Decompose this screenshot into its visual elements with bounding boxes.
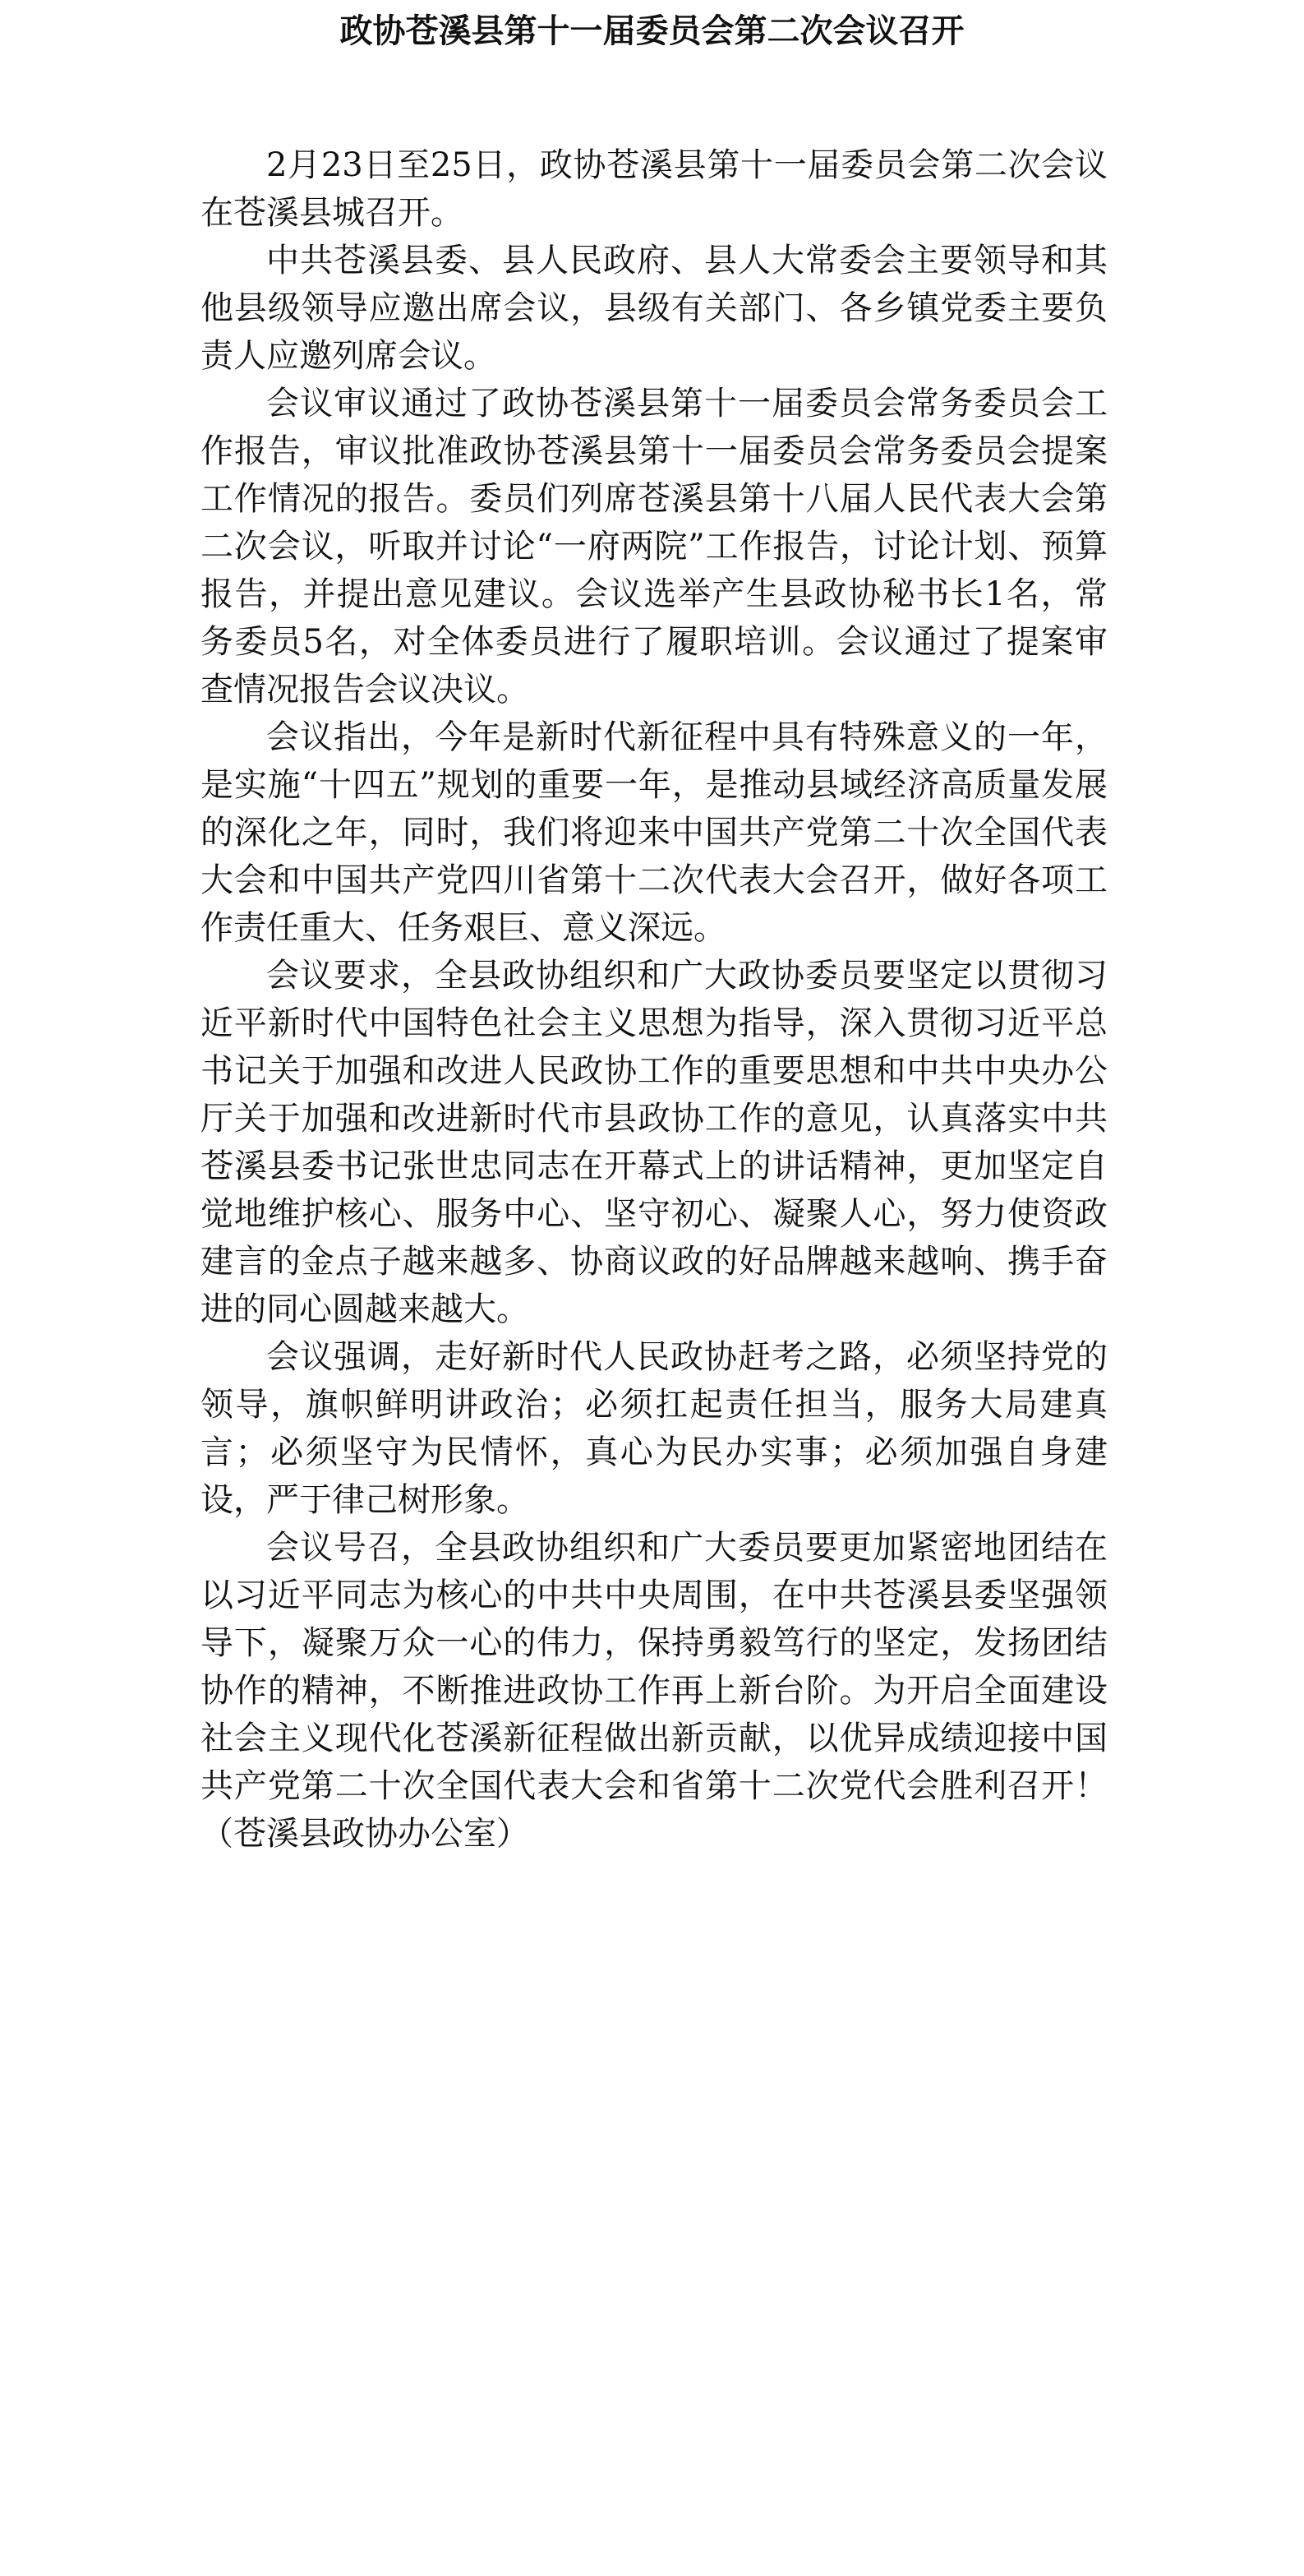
article-body — [200, 141, 1108, 1858]
paragraph: 会议强调，走好新时代人民政协赶考之路，必须坚持党的领导，旗帜鲜明讲政治；必须扛起责任担当，服务大局建真言；必须坚守为民情怀，真心为民办实事；必须加强自身建设，严于律己树形象。 — [200, 1338, 1108, 1519]
paragraph: 2月23日至25日，政协苍溪县第十一届委员会第二次会议在苍溪县城召开。 — [200, 146, 1108, 232]
document-title: 政协苍溪县第十一届委员会第二次会议召开 — [339, 12, 965, 50]
paragraph: 中共苍溪县委、县人民政府、县人大常委会主要领导和其他县级领导应邀出席会议，县级有关部门、各乡镇党委主要负责人应邀列席会议。 — [200, 242, 1108, 375]
paragraph: 会议指出，今年是新时代新征程中具有特殊意义的一年，是实施“十四五”规划的重要一年，是推动县域经济高质量发展的深化之年，同时，我们将迎来中国共产党第二十次全国代表大会和中国共产党四川省第十二次代表大会召开，做好各项工作责任重大、任务艰巨、意义深远。 — [200, 718, 1108, 947]
paragraph: 会议审议通过了政协苍溪县第十一届委员会常务委员会工作报告，审议批准政协苍溪县第十一届委员会常务委员会提案工作情况的报告。委员们列席苍溪县第十八届人民代表大会第二次会议，听取并讨论“一府两院”工作报告，讨论计划、预算报告，并提出意见建议。会议选举产生县政协秘书长1名，常务委员5名，对全体委员进行了履职培训。会议通过了提案审查情况报告会议决议。 — [200, 385, 1108, 709]
paragraph: 会议号召，全县政协组织和广大委员要更加紧密地团结在以习近平同志为核心的中共中央周围，在中共苍溪县委坚强领导下，凝聚万众一心的伟力，保持勇毅笃行的坚定，发扬团结协作的精神，不断推进政协工作再上新台阶。为开启全面建设社会主义现代化苍溪新征程做出新贡献，以优异成绩迎接中国共产党第二十次全国代表大会和省第十二次党代会胜利召开！（苍溪县政协办公室） — [200, 1529, 1108, 1853]
paragraph: 会议要求，全县政协组织和广大政协委员要坚定以贯彻习近平新时代中国特色社会主义思想为指导，深入贯彻习近平总书记关于加强和改进人民政协工作的重要思想和中共中央办公厅关于加强和改进新时代市县政协工作的意见，认真落实中共苍溪县委书记张世忠同志在开幕式上的讲话精神，更加坚定自觉地维护核心、服务中心、坚守初心、凝聚人心，努力使资政建言的金点子越来越多、协商议政的好品牌越来越响、携手奋进的同心圆越来越大。 — [200, 957, 1108, 1328]
